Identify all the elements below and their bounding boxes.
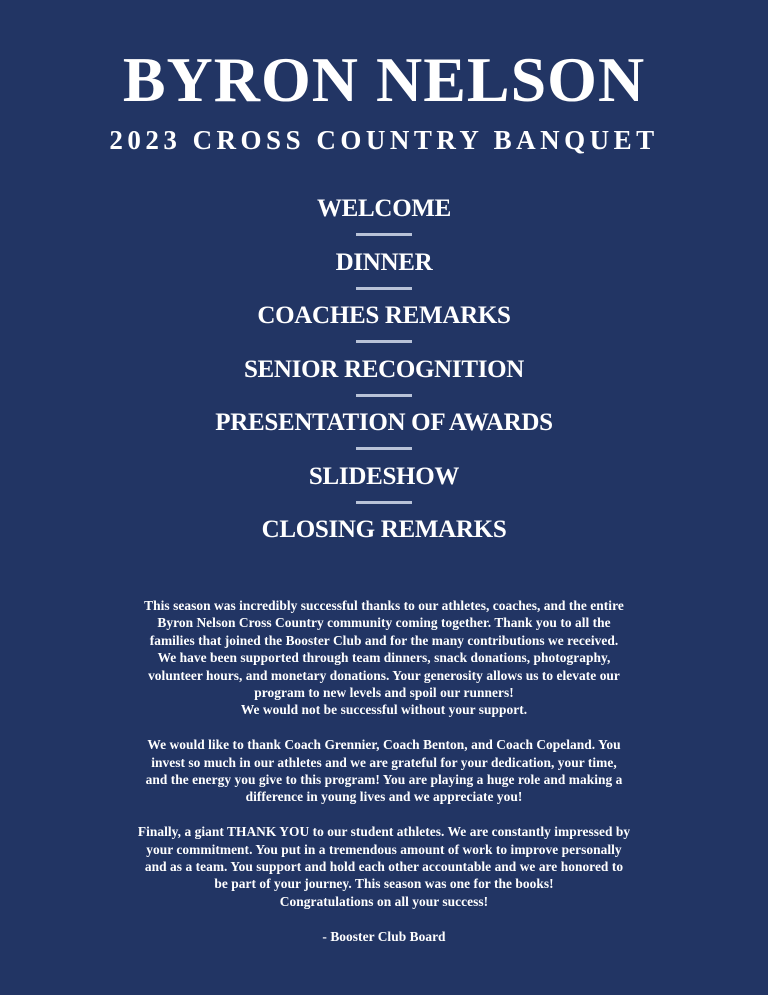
agenda-item-closing-remarks	[0, 513, 768, 567]
signature: - Booster Club Board	[322, 928, 446, 944]
thank-you-message	[82, 597, 686, 945]
message-line: Finally, a giant THANK YOU to our student athletes. We are constantly impressed by	[137, 824, 631, 840]
agenda-item-label: SLIDESHOW	[308, 462, 460, 490]
message-paragraph-athletes	[82, 823, 686, 910]
agenda-item-slideshow	[0, 460, 768, 514]
message-line: This season was incredibly successful thanks to our athletes, coaches, and the entire	[144, 598, 624, 613]
message-line: We have been supported through team dinners, snack donations, photography,	[157, 650, 611, 666]
agenda-divider	[356, 394, 412, 397]
page-title: BYRON NELSON	[122, 44, 646, 115]
agenda-divider	[356, 447, 412, 450]
message-line: difference in young lives and we appreciate you!	[245, 789, 523, 805]
message-line: and the energy you give to this program! You are playing a huge role and making a	[145, 772, 623, 788]
agenda-item-label: PRESENTATION OF AWARDS	[215, 409, 553, 436]
agenda-item-coaches-remarks	[0, 299, 768, 353]
agenda-item-label: SENIOR RECOGNITION	[243, 355, 525, 383]
message-line: program to new levels and spoil our runners!	[254, 685, 514, 701]
agenda-item-welcome	[0, 192, 768, 246]
message-line: Byron Nelson Cross Country community coming together. Thank you to all the	[157, 615, 611, 631]
message-line: invest so much in our athletes and we are grateful for your dedication, your time,	[151, 754, 617, 770]
message-line: be part of your journey. This season was one for the books!	[214, 876, 554, 892]
agenda-item-label: CLOSING REMARKS	[261, 516, 507, 543]
agenda-item-label: WELCOME	[316, 195, 452, 222]
agenda-divider	[356, 501, 412, 504]
message-paragraph-support	[82, 597, 686, 719]
agenda-item-label: DINNER	[335, 248, 433, 276]
agenda-item-label: COACHES REMARKS	[257, 302, 511, 329]
agenda-item-senior-recognition	[0, 353, 768, 407]
agenda-divider	[356, 340, 412, 343]
agenda-divider	[356, 233, 412, 236]
message-line: volunteer hours, and monetary donations. Your generosity allows us to elevate our	[148, 667, 620, 683]
message-line: and as a team. You support and hold each other accountable and we are honored to	[144, 859, 624, 875]
message-line: families that joined the Booster Club and for the many contributions we received.	[149, 632, 619, 648]
agenda-item-dinner	[0, 246, 768, 300]
agenda-divider	[356, 287, 412, 290]
message-line: your commitment. You put in a tremendous amount of work to improve personally	[146, 841, 622, 857]
page-subtitle: 2023 CROSS COUNTRY BANQUET	[109, 125, 659, 155]
agenda-list	[0, 192, 768, 567]
message-line: Congratulations on all your success!	[279, 893, 489, 909]
agenda-item-presentation-of-awards	[0, 406, 768, 460]
message-paragraph-coaches	[82, 736, 686, 806]
message-line: We would like to thank Coach Grennier, Coach Benton, and Coach Copeland. You	[147, 737, 621, 753]
message-line: We would not be successful without your support.	[240, 702, 528, 718]
